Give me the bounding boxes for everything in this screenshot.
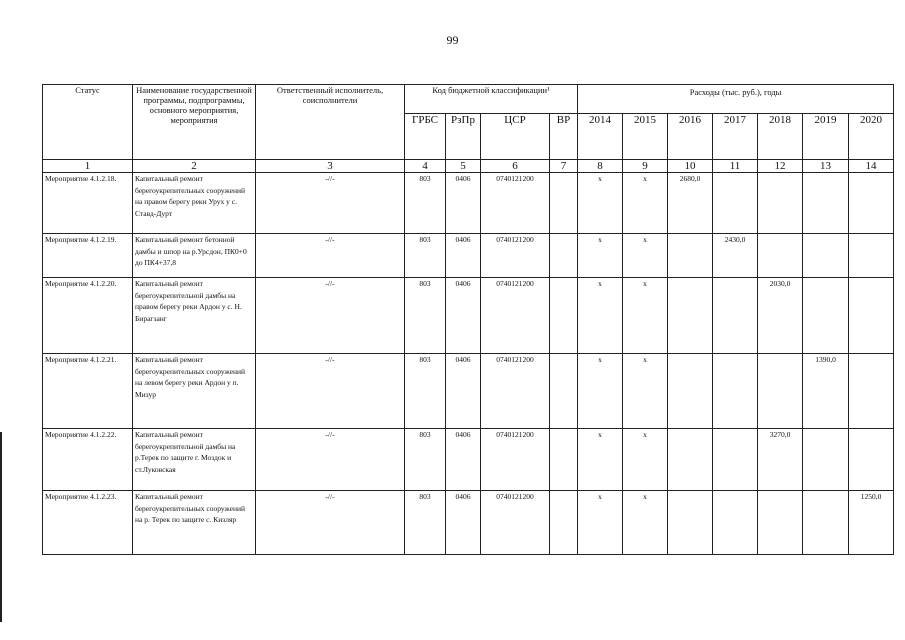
row-csr: 0740121200	[481, 354, 550, 429]
row-value-2015: x	[623, 278, 668, 354]
row-value-2019: 1390,0	[803, 354, 849, 429]
row-grbs: 803	[405, 278, 446, 354]
row-value-2014: x	[578, 278, 623, 354]
table-row	[43, 173, 894, 234]
row-grbs: 803	[405, 234, 446, 278]
header-year-2017: 2017	[713, 114, 758, 160]
row-value-2017	[713, 491, 758, 555]
table-row	[43, 491, 894, 555]
row-name: Капитальный ремонт берегоукрепительной дамбы на р.Терек по защите г. Моздок и ст.Луковская	[133, 429, 256, 491]
row-csr: 0740121200	[481, 491, 550, 555]
row-status: Мероприятие 4.1.2.18.	[43, 173, 133, 234]
table-row	[43, 354, 894, 429]
row-value-2018	[758, 234, 803, 278]
row-value-2020	[849, 429, 894, 491]
row-grbs: 803	[405, 173, 446, 234]
row-value-2019	[803, 234, 849, 278]
row-value-2017	[713, 278, 758, 354]
column-number: 12	[758, 160, 803, 173]
row-executor: -//-	[256, 354, 405, 429]
header-year-2016: 2016	[668, 114, 713, 160]
row-value-2017	[713, 173, 758, 234]
column-number: 14	[849, 160, 894, 173]
row-value-2019	[803, 491, 849, 555]
row-name: Капитальный ремонт берегоукрепительных сооружений на левом берегу реки Ардон у п. Мизур	[133, 354, 256, 429]
table-row	[43, 278, 894, 354]
row-value-2017	[713, 429, 758, 491]
row-name: Капитальный ремонт бетонной дамбы и шпор на р.Урсдон, ПК0+0 до ПК4+37,8	[133, 234, 256, 278]
table-row	[43, 234, 894, 278]
row-value-2015: x	[623, 491, 668, 555]
column-number: 11	[713, 160, 758, 173]
row-name: Капитальный ремонт берегоукрепительной дамбы на правом берегу реки Ардон у с. Н. Бирагзанг	[133, 278, 256, 354]
row-value-2017: 2430,0	[713, 234, 758, 278]
row-name: Капитальный ремонт берегоукрепительных сооружений на р. Терек по защите с. Кизляр	[133, 491, 256, 555]
header-year-2018: 2018	[758, 114, 803, 160]
row-csr: 0740121200	[481, 429, 550, 491]
row-status: Мероприятие 4.1.2.19.	[43, 234, 133, 278]
scan-edge-line	[0, 432, 2, 622]
budget-table	[42, 84, 894, 555]
row-value-2018: 3270,0	[758, 429, 803, 491]
header-year-2014: 2014	[578, 114, 623, 160]
column-numbers-row	[43, 160, 894, 173]
column-number: 13	[803, 160, 849, 173]
row-executor: -//-	[256, 429, 405, 491]
row-executor: -//-	[256, 278, 405, 354]
column-number: 6	[481, 160, 550, 173]
row-value-2018	[758, 491, 803, 555]
row-rzpr: 0406	[446, 491, 481, 555]
row-value-2019	[803, 278, 849, 354]
header-expenses: Расходы (тыс. руб.), годы	[578, 85, 894, 114]
row-value-2020: 1250,0	[849, 491, 894, 555]
row-vr	[550, 173, 578, 234]
column-number: 4	[405, 160, 446, 173]
table-row	[43, 429, 894, 491]
row-value-2014: x	[578, 173, 623, 234]
column-number: 5	[446, 160, 481, 173]
row-value-2015: x	[623, 429, 668, 491]
row-value-2016	[668, 278, 713, 354]
column-number: 7	[550, 160, 578, 173]
column-number: 1	[43, 160, 133, 173]
row-status: Мероприятие 4.1.2.22.	[43, 429, 133, 491]
row-value-2016	[668, 354, 713, 429]
row-status: Мероприятие 4.1.2.21.	[43, 354, 133, 429]
row-value-2019	[803, 173, 849, 234]
header-kbk: Код бюджетной классификации¹	[405, 85, 578, 114]
row-value-2017	[713, 354, 758, 429]
row-executor: -//-	[256, 491, 405, 555]
row-value-2020	[849, 173, 894, 234]
row-grbs: 803	[405, 491, 446, 555]
row-csr: 0740121200	[481, 278, 550, 354]
row-vr	[550, 234, 578, 278]
row-rzpr: 0406	[446, 234, 481, 278]
header-executor: Ответственный исполнитель, соисполнители	[256, 85, 405, 160]
row-value-2015: x	[623, 234, 668, 278]
row-csr: 0740121200	[481, 173, 550, 234]
header-year-2020: 2020	[849, 114, 894, 160]
row-value-2018	[758, 354, 803, 429]
column-number: 9	[623, 160, 668, 173]
row-value-2015: x	[623, 354, 668, 429]
row-rzpr: 0406	[446, 173, 481, 234]
row-value-2020	[849, 234, 894, 278]
row-grbs: 803	[405, 429, 446, 491]
row-value-2020	[849, 278, 894, 354]
header-status: Статус	[43, 85, 133, 160]
header-grbs: ГРБС	[405, 114, 446, 160]
row-value-2014: x	[578, 234, 623, 278]
row-csr: 0740121200	[481, 234, 550, 278]
header-year-2019: 2019	[803, 114, 849, 160]
row-grbs: 803	[405, 354, 446, 429]
row-status: Мероприятие 4.1.2.23.	[43, 491, 133, 555]
row-rzpr: 0406	[446, 278, 481, 354]
row-name: Капитальный ремонт берегоукрепительных сооружений на правом берегу реки Урух у с. Ставд-Дурт	[133, 173, 256, 234]
page-number: 99	[446, 33, 459, 47]
column-number: 10	[668, 160, 713, 173]
row-value-2014: x	[578, 491, 623, 555]
row-value-2016	[668, 491, 713, 555]
row-vr	[550, 354, 578, 429]
row-value-2015: x	[623, 173, 668, 234]
row-value-2016	[668, 429, 713, 491]
row-value-2018	[758, 173, 803, 234]
row-value-2020	[849, 354, 894, 429]
row-executor: -//-	[256, 173, 405, 234]
row-vr	[550, 429, 578, 491]
column-number: 3	[256, 160, 405, 173]
row-value-2014: x	[578, 429, 623, 491]
column-number: 8	[578, 160, 623, 173]
row-value-2016: 2680,0	[668, 173, 713, 234]
row-executor: -//-	[256, 234, 405, 278]
header-vr: ВР	[550, 114, 578, 160]
header-rzpr: РзПр	[446, 114, 481, 160]
header-csr: ЦСР	[481, 114, 550, 160]
table-body	[43, 173, 894, 555]
header-year-2015: 2015	[623, 114, 668, 160]
header-name: Наименование государственной программы, подпрограммы, основного мероприятия, мероприятия	[133, 85, 256, 160]
row-status: Мероприятие 4.1.2.20.	[43, 278, 133, 354]
row-rzpr: 0406	[446, 354, 481, 429]
column-number: 2	[133, 160, 256, 173]
row-value-2018: 2030,0	[758, 278, 803, 354]
row-vr	[550, 491, 578, 555]
row-value-2014: x	[578, 354, 623, 429]
row-value-2016	[668, 234, 713, 278]
row-value-2019	[803, 429, 849, 491]
row-rzpr: 0406	[446, 429, 481, 491]
row-vr	[550, 278, 578, 354]
